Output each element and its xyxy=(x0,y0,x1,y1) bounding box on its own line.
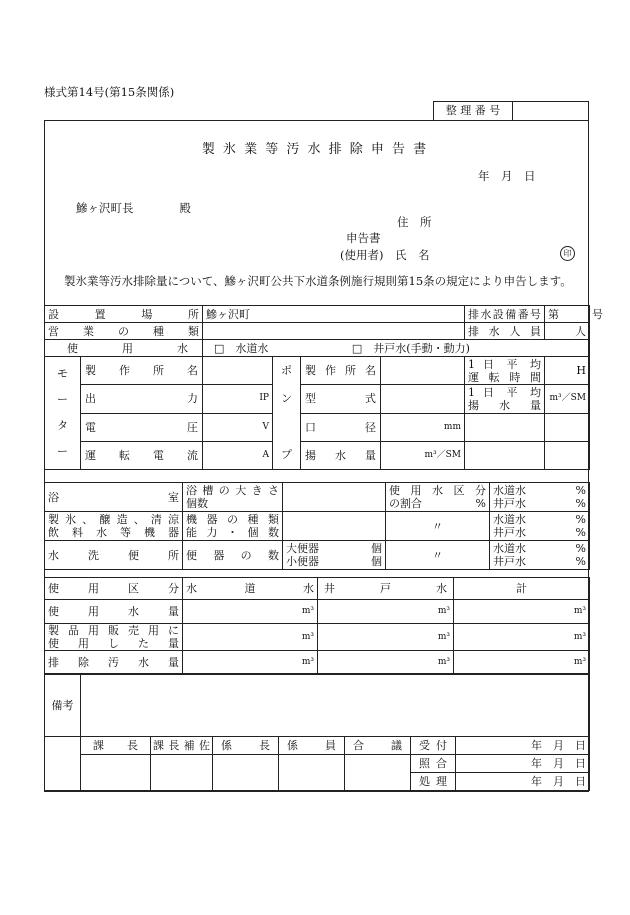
approval-header: 課長補佐 xyxy=(151,737,213,755)
check-label: 照合 xyxy=(411,755,456,773)
avg-run-value[interactable]: H xyxy=(545,357,590,385)
water-well-checkbox[interactable]: □ 井戸水(手動・動力) xyxy=(351,341,470,355)
approval-header: 係長 xyxy=(213,737,279,755)
reg-no-field[interactable] xyxy=(513,102,589,120)
statement: 製氷業等汚水排除量について、鰺ヶ沢町公共下水道条例施行規則第15条の規定により申告します。 xyxy=(64,274,572,288)
usage-cell[interactable]: m³ xyxy=(318,600,454,624)
ice-ratio-values[interactable]: 水道水 % 井戸水 % xyxy=(490,512,590,541)
remarks-field[interactable] xyxy=(81,674,590,737)
approval-header: 課長 xyxy=(81,737,151,755)
tub-size-label: 浴槽の大きさ 個数 xyxy=(183,483,283,512)
biz-type-label: 営業の種類 xyxy=(45,323,203,340)
drain-no-label: 排水設備番号 xyxy=(465,306,545,323)
pump-bore-label: 口径 xyxy=(301,413,381,441)
usage-header: 使用区分 xyxy=(45,578,183,600)
form-number: 様式第14号(第15条関係) xyxy=(44,85,175,99)
pump-maker-value[interactable] xyxy=(381,357,465,385)
install-loc-value[interactable]: 鰺ヶ沢町 xyxy=(203,306,465,323)
bath-ratio-values[interactable]: 水道水 % 井戸水 % xyxy=(490,483,590,512)
drain-people-label: 排水人員 xyxy=(465,323,545,340)
pump-label: ポ ン プ xyxy=(273,357,301,470)
usage-cell[interactable]: m³ xyxy=(454,651,590,675)
declarant-label: 申告書 xyxy=(346,231,381,245)
col-total: 計 xyxy=(454,578,590,600)
usage-cell[interactable]: m³ xyxy=(318,624,454,651)
process-label: 処理 xyxy=(411,773,456,791)
motor-current-value[interactable]: A xyxy=(203,441,273,469)
toilet-count-values[interactable]: 大便器 個 小便器 個 xyxy=(283,541,386,570)
col-tap: 水道水 xyxy=(183,578,318,600)
bath-label: 浴室 xyxy=(45,483,183,512)
toilet-label: 水洗便所 xyxy=(45,541,183,570)
tub-size-value[interactable] xyxy=(283,483,386,512)
motor-voltage-value[interactable]: V xyxy=(203,413,273,441)
facility-table xyxy=(44,482,590,570)
usage-cell[interactable]: m³ xyxy=(183,624,318,651)
col-well: 井戸水 xyxy=(318,578,454,600)
drain-no-value[interactable]: 第 号 xyxy=(545,306,590,323)
date-line[interactable]: 年 月 日 xyxy=(478,169,536,183)
remarks-label: 備考 xyxy=(45,674,81,737)
install-loc-label: 設置場所 xyxy=(45,306,203,323)
ditto-mark: 〃 xyxy=(386,541,490,570)
toilet-count-label: 便器の数 xyxy=(183,541,283,570)
install-table xyxy=(44,305,603,470)
avg-lift-value[interactable]: m³／SM xyxy=(545,385,590,413)
usage-row-label: 使用水量 xyxy=(45,600,183,624)
motor-label: モ ー タ ー xyxy=(45,357,81,470)
stamp-cell[interactable] xyxy=(279,755,345,791)
stamp-cell[interactable] xyxy=(213,755,279,791)
seal-icon: 印 xyxy=(560,246,575,261)
equipment-type-label: 機器の種類 能力・個数 xyxy=(183,512,283,541)
ditto-mark: 〃 xyxy=(386,512,490,541)
biz-type-value[interactable] xyxy=(203,323,465,340)
pump-lift-value[interactable]: m³／SM xyxy=(381,441,465,469)
usage-cell[interactable]: m³ xyxy=(183,651,318,675)
usage-cell[interactable]: m³ xyxy=(454,624,590,651)
approval-table xyxy=(44,673,590,791)
stamp-cell[interactable] xyxy=(151,755,213,791)
water-label: 使用水 xyxy=(45,340,203,357)
usage-cell[interactable]: m³ xyxy=(183,600,318,624)
pump-maker-label: 製作所名 xyxy=(301,357,381,385)
process-date[interactable]: 年 月 日 xyxy=(456,773,590,791)
addressee: 鰺ヶ沢町長 殿 xyxy=(76,201,191,215)
motor-maker-value[interactable] xyxy=(203,357,273,385)
user-name-label: (使用者) 氏 名 xyxy=(340,248,430,262)
ice-equipment-label: 製氷、醸造、清涼 飲料水等機器 xyxy=(45,512,183,541)
drain-people-value[interactable]: 人 xyxy=(545,323,590,340)
reg-no-label: 整 理 番 号 xyxy=(434,102,513,120)
motor-maker-label: 製作所名 xyxy=(81,357,203,385)
motor-current-label: 運転電流 xyxy=(81,441,203,469)
form-title: 製 氷 業 等 汚 水 排 除 申 告 書 xyxy=(201,142,429,157)
usage-row-label: 製品用販売用に 使用した量 xyxy=(45,624,183,651)
reg-no-box xyxy=(433,101,589,121)
stamp-cell[interactable] xyxy=(81,755,151,791)
usage-table xyxy=(44,577,590,675)
water-tap-checkbox[interactable]: □ 水道水 xyxy=(214,341,269,355)
pump-model-value[interactable] xyxy=(381,385,465,413)
toilet-ratio-values[interactable]: 水道水 % 井戸水 % xyxy=(490,541,590,570)
motor-output-value[interactable]: IP xyxy=(203,385,273,413)
approval-header: 合議 xyxy=(345,737,411,755)
check-date[interactable]: 年 月 日 xyxy=(456,755,590,773)
pump-model-label: 型式 xyxy=(301,385,381,413)
avg-lift-label: 1 日 平 均 揚水量 xyxy=(465,385,545,413)
motor-voltage-label: 電圧 xyxy=(81,413,203,441)
pump-bore-value[interactable]: mm xyxy=(381,413,465,441)
pump-lift-label: 揚水量 xyxy=(301,441,381,469)
stamp-cell[interactable] xyxy=(345,755,411,791)
equipment-type-value[interactable] xyxy=(283,512,386,541)
address-label: 住 所 xyxy=(397,215,432,229)
usage-ratio-label: 使用水区分 の割合 % xyxy=(386,483,490,512)
usage-row-label: 排除汚水量 xyxy=(45,651,183,675)
motor-output-label: 出力 xyxy=(81,385,203,413)
usage-cell[interactable]: m³ xyxy=(454,600,590,624)
approval-header: 係員 xyxy=(279,737,345,755)
usage-cell[interactable]: m³ xyxy=(318,651,454,675)
avg-run-label: 1 日 平 均 運転時間 xyxy=(465,357,545,385)
receipt-date[interactable]: 年 月 日 xyxy=(456,737,590,755)
receipt-label: 受付 xyxy=(411,737,456,755)
